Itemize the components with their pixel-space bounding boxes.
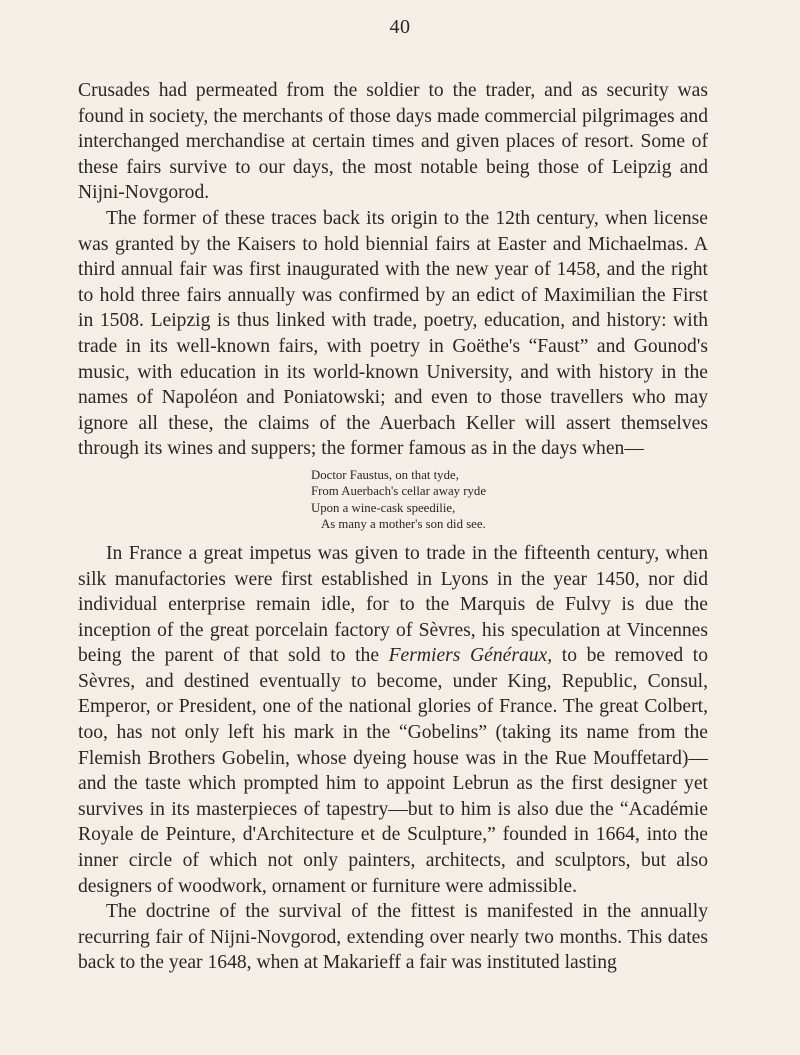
verse-line: Doctor Faustus, on that tyde, xyxy=(311,467,459,482)
verse-line: As many a mother's son did see. xyxy=(321,517,486,532)
fermiers-generaux-italic: Fermiers Généraux, xyxy=(388,645,553,667)
faustus-verse xyxy=(311,467,708,533)
paragraph-crusades: Crusades had permeated from the soldier to the trader, and as security was found in society, the merchants of those days made commercial pilgrimages and interchanged merchandise at certain times and given places of resort. Some of these fairs survive to our days, the most notable being those of Leipzig and Nijni-Novgorod. xyxy=(78,80,708,204)
verse-line: Upon a wine-cask speedilie, xyxy=(311,500,456,515)
paragraph-leipzig: The former of these traces back its origin to the 12th century, when license was granted by the Kaisers to hold biennial fairs at Easter and Michaelmas. A third annual fair was first inaugurated with the new year of 1458, and the right to hold three fairs annually was confirmed by an edict of Maximilian the First in 1508. Leipzig is thus linked with trade, poetry, education, and history: with trade in its well-known fairs, with poetry in Goëthe's “Faust” and Gounod's music, with education in its world-known University, and with history in the names of Napoléon and Poniatowski; and even to those travellers who may ignore all these, the claims of the Auerbach Keller will assert themselves through its wines and suppers; the former famous as in the days when— xyxy=(78,207,708,460)
paragraph-france-part-a: In France a great impetus was given to trade in the fifteenth century, when silk manufactories were first established in Lyons in the year 1450, nor did individual enterprise remain idle, for to the Marquis de Fulvy is due the inception of the great porcelain factory of Sèvres, his speculation at Vincennes being the parent of that sold to the xyxy=(78,542,708,667)
body-text xyxy=(78,78,708,976)
paragraph-france-part-b: to be removed to Sèvres, and destined eventually to become, under King, Republic, Consul, Emperor, or President, one of the national glories of France. The great Colbert, too, has not only left his mark in the “Gobelins” (taking its name from the Flemish Brothers Gobelin, whose dyeing house was in the Rue Mouffetard)—and the taste which prompted him to appoint Lebrun as the first designer yet survives in its masterpieces of tapestry—but to him is also due the “Académie Royale de Peinture, d'Architecture et de Sculpture,” founded in 1664, into the inner circle of which not only painters, architects, and sculptors, but also designers of woodwork, ornament or furniture were admissible. xyxy=(78,645,709,897)
paragraph-france xyxy=(78,541,708,899)
paragraph-nijni-novgorod: The doctrine of the survival of the fittest is manifested in the annually recurring fair of Nijni-Novgorod, extending over nearly two months. This dates back to the year 1648, when at Makarieff a fair was instituted lasting xyxy=(78,901,708,974)
verse-line: From Auerbach's cellar away ryde xyxy=(311,484,486,499)
page-number: 40 xyxy=(389,16,411,38)
